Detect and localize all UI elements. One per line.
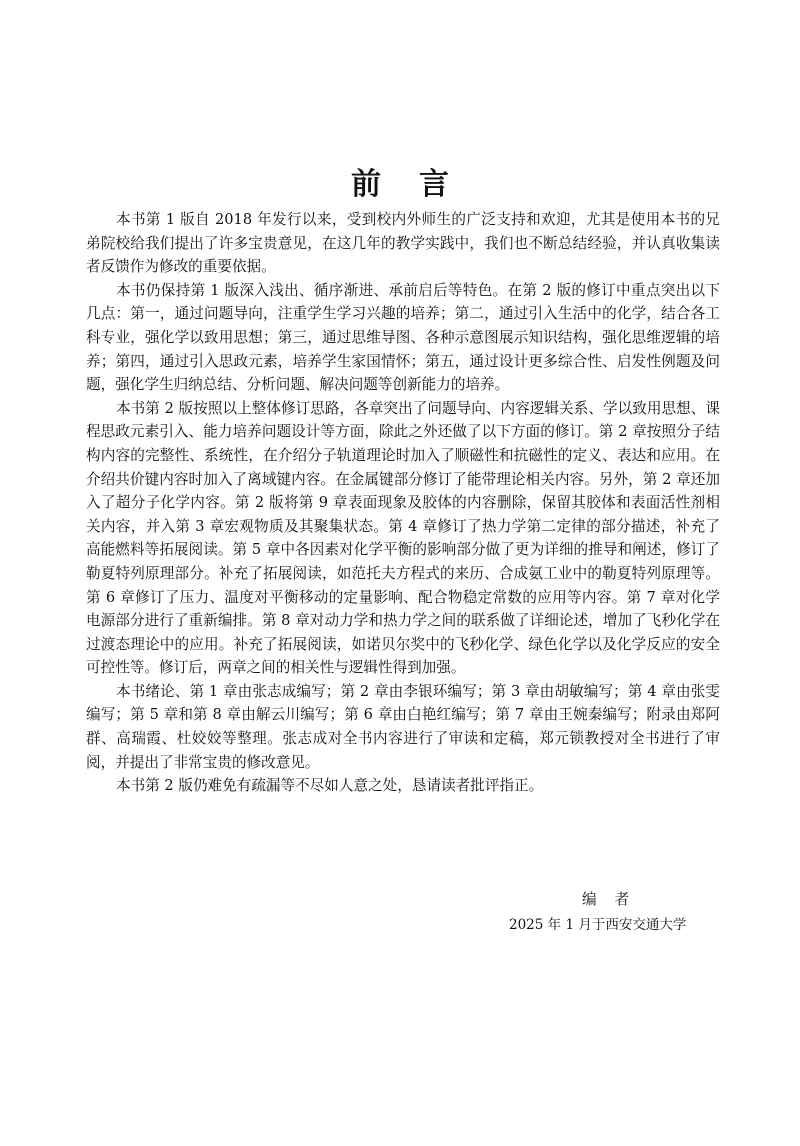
preface-body — [86, 208, 720, 798]
paragraph-2: 本书仍保持第 1 版深入浅出、循序渐进、承前启后等特色。在第 2 版的修订中重点突出以下几点：第一，通过问题导向，注重学生学习兴趣的培养；第二，通过引入生活中的化学，结合各工科专业，强化学以致用思想；第三，通过思维导图、各种示意图展示知识结构，强化思维逻辑的培养；第四，通过引入思政元素，培养学生家国情怀；第五，通过设计更多综合性、启发性例题及问题，强化学生归纳总结、分析问题、解决问题等创新能力的培养。 — [86, 281, 720, 394]
paragraph-3: 本书第 2 版按照以上整体修订思路，各章突出了问题导向、内容逻辑关系、学以致用思想、课程思政元素引入、能力培养问题设计等方面，除此之外还做了以下方面的修订。第 2 章按照分子结构内容的完整性、系统性，在介绍分子轨道理论时加入了顺磁性和抗磁性的定义、表达和应用。在介绍共价键内容时加入了离域键内容。在金属键部分修订了能带理论相关内容。另外，第 2 章还加入了超分子化学内容。第 2 版将第 9 章表面现象及胶体的内容删除，保留其胶体和表面活性剂相关内容，并入第 3 章宏观物质及其聚集状态。第 4 章修订了热力学第二定律的部分描述，补充了高能燃料等拓展阅读。第 5 章中各因素对化学平衡的影响部分做了更为详细的推导和阐述，修订了勒夏特列原理部分。补充了拓展阅读，如范托夫方程式的来历、合成氨工业中的勒夏特列原理等。第 6 章修订了压力、温度对平衡移动的定量影响、配合物稳定常数的应用等内容。第 7 章对化学电源部分进行了重新编排。第 8 章对动力学和热力学之间的联系做了详细论述，增加了飞秒化学在过渡态理论中的应用。补充了拓展阅读，如诺贝尔奖中的飞秒化学、绿色化学以及化学反应的安全可控性等。修订后，两章之间的相关性与逻辑性得到加强。 — [86, 399, 720, 677]
paragraph-4: 本书绪论、第 1 章由张志成编写；第 2 章由李银环编写；第 3 章由胡敏编写；第 4 章由张雯编写；第 5 章和第 8 章由解云川编写；第 6 章由白艳红编写；第 7 章由王婉秦编写；附录由郑阿群、高瑞霞、杜姣姣等整理。张志成对全书内容进行了审读和定稿，郑元锁教授对全书进行了审阅，并提出了非常宝贵的修改意见。 — [86, 682, 720, 771]
signature-date-place: 2025 年 1 月于西安交通大学 — [509, 917, 687, 933]
signature-author: 编者 — [582, 891, 648, 908]
paragraph-1: 本书第 1 版自 2018 年发行以来，受到校内外师生的广泛支持和欢迎，尤其是使用本书的兄弟院校给我们提出了许多宝贵意见，在这几年的教学实践中，我们也不断总结经验，并认真收集读者反馈作为修改的重要依据。 — [86, 211, 720, 276]
paragraph-5: 本书第 2 版仍难免有疏漏等不尽如人意之处，恳请读者批评指正。 — [116, 777, 544, 795]
page-title: 前言 — [351, 167, 487, 203]
